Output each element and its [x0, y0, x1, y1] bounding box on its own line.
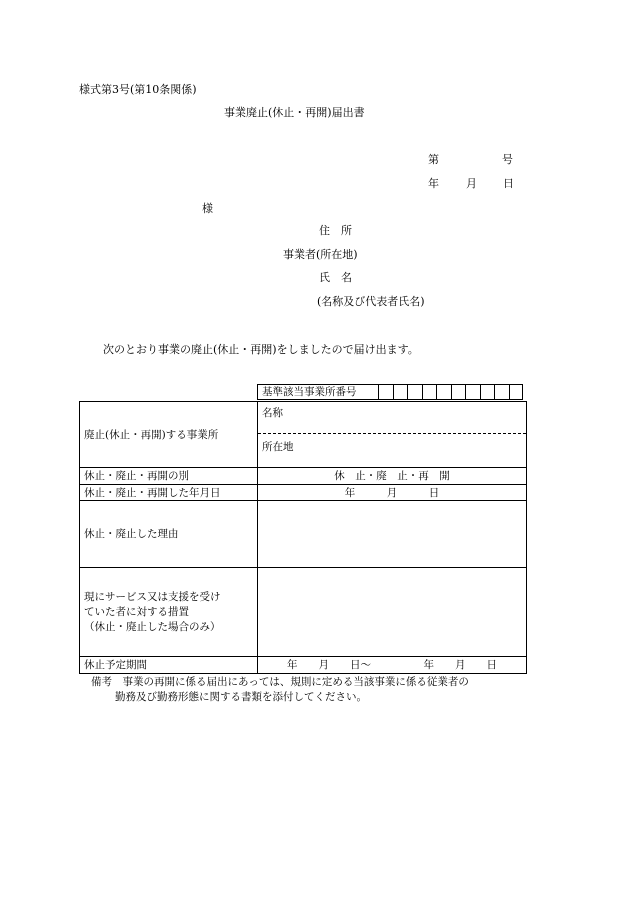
notification-table	[79, 401, 527, 674]
measures-label-line3: （休止・廃止した場合のみ）	[84, 620, 221, 633]
office-number-digit[interactable]	[480, 384, 495, 400]
number-suffix: 号	[502, 153, 513, 166]
measures-value[interactable]	[258, 568, 527, 657]
office-name-field[interactable]	[258, 404, 526, 434]
date-value[interactable]: 年 月 日	[258, 485, 527, 501]
document-title: 事業廃止(休止・再開)届出書	[224, 106, 365, 119]
office-number-row	[257, 384, 523, 401]
office-number-digit[interactable]	[436, 384, 451, 400]
office-number-digit[interactable]	[451, 384, 466, 400]
type-label: 休止・廃止・再開の別	[80, 468, 258, 485]
reason-value[interactable]	[258, 501, 527, 568]
date-year: 年	[428, 177, 439, 190]
measures-label-line1: 現にサービス又は支援を受け	[84, 590, 221, 603]
office-number-digit[interactable]	[407, 384, 422, 400]
addressee-suffix: 様	[202, 202, 213, 215]
period-label: 休止予定期間	[80, 657, 258, 674]
office-number-digit[interactable]	[465, 384, 480, 400]
type-value[interactable]: 休 止・廃 止・再 開	[258, 468, 527, 485]
office-number-digit[interactable]	[393, 384, 408, 400]
form-number: 様式第3号(第10条関係)	[79, 83, 197, 96]
office-number-digit[interactable]	[494, 384, 509, 400]
office-number-digit[interactable]	[509, 384, 524, 400]
office-number-label: 基準該当事業所番号	[257, 384, 378, 400]
remarks	[91, 675, 469, 705]
name-label: 氏 名	[319, 271, 352, 284]
office-number-digit[interactable]	[378, 384, 393, 400]
office-label: 廃止(休止・再開)する事業所	[80, 402, 258, 468]
date-month: 月	[466, 177, 477, 190]
number-prefix: 第	[428, 153, 439, 166]
office-name-label: 名称	[262, 407, 283, 419]
period-value[interactable]: 年 月 日～ 年 月 日	[258, 657, 527, 674]
remarks-line2: 勤務及び勤務形態に関する書類を添付してください。	[115, 691, 367, 703]
office-location-field[interactable]	[258, 434, 526, 465]
office-location-label: 所在地	[262, 441, 294, 453]
operator-label: 事業者(所在地)	[283, 248, 358, 261]
measures-label-line2: ていた者に対する措置	[84, 605, 189, 618]
office-details	[258, 402, 527, 468]
address-label: 住 所	[319, 224, 352, 237]
office-number-digit[interactable]	[422, 384, 437, 400]
statement: 次のとおり事業の廃止(休止・再開)をしましたので届け出ます。	[103, 343, 419, 356]
date-day: 日	[503, 177, 514, 190]
name-note: (名称及び代表者氏名)	[317, 295, 425, 308]
remarks-line1: 備考 事業の再開に係る届出にあっては、規則に定める当該事業に係る従業者の	[91, 676, 469, 688]
measures-label	[80, 568, 258, 657]
date-label: 休止・廃止・再開した年月日	[80, 485, 258, 501]
reason-label: 休止・廃止した理由	[80, 501, 258, 568]
